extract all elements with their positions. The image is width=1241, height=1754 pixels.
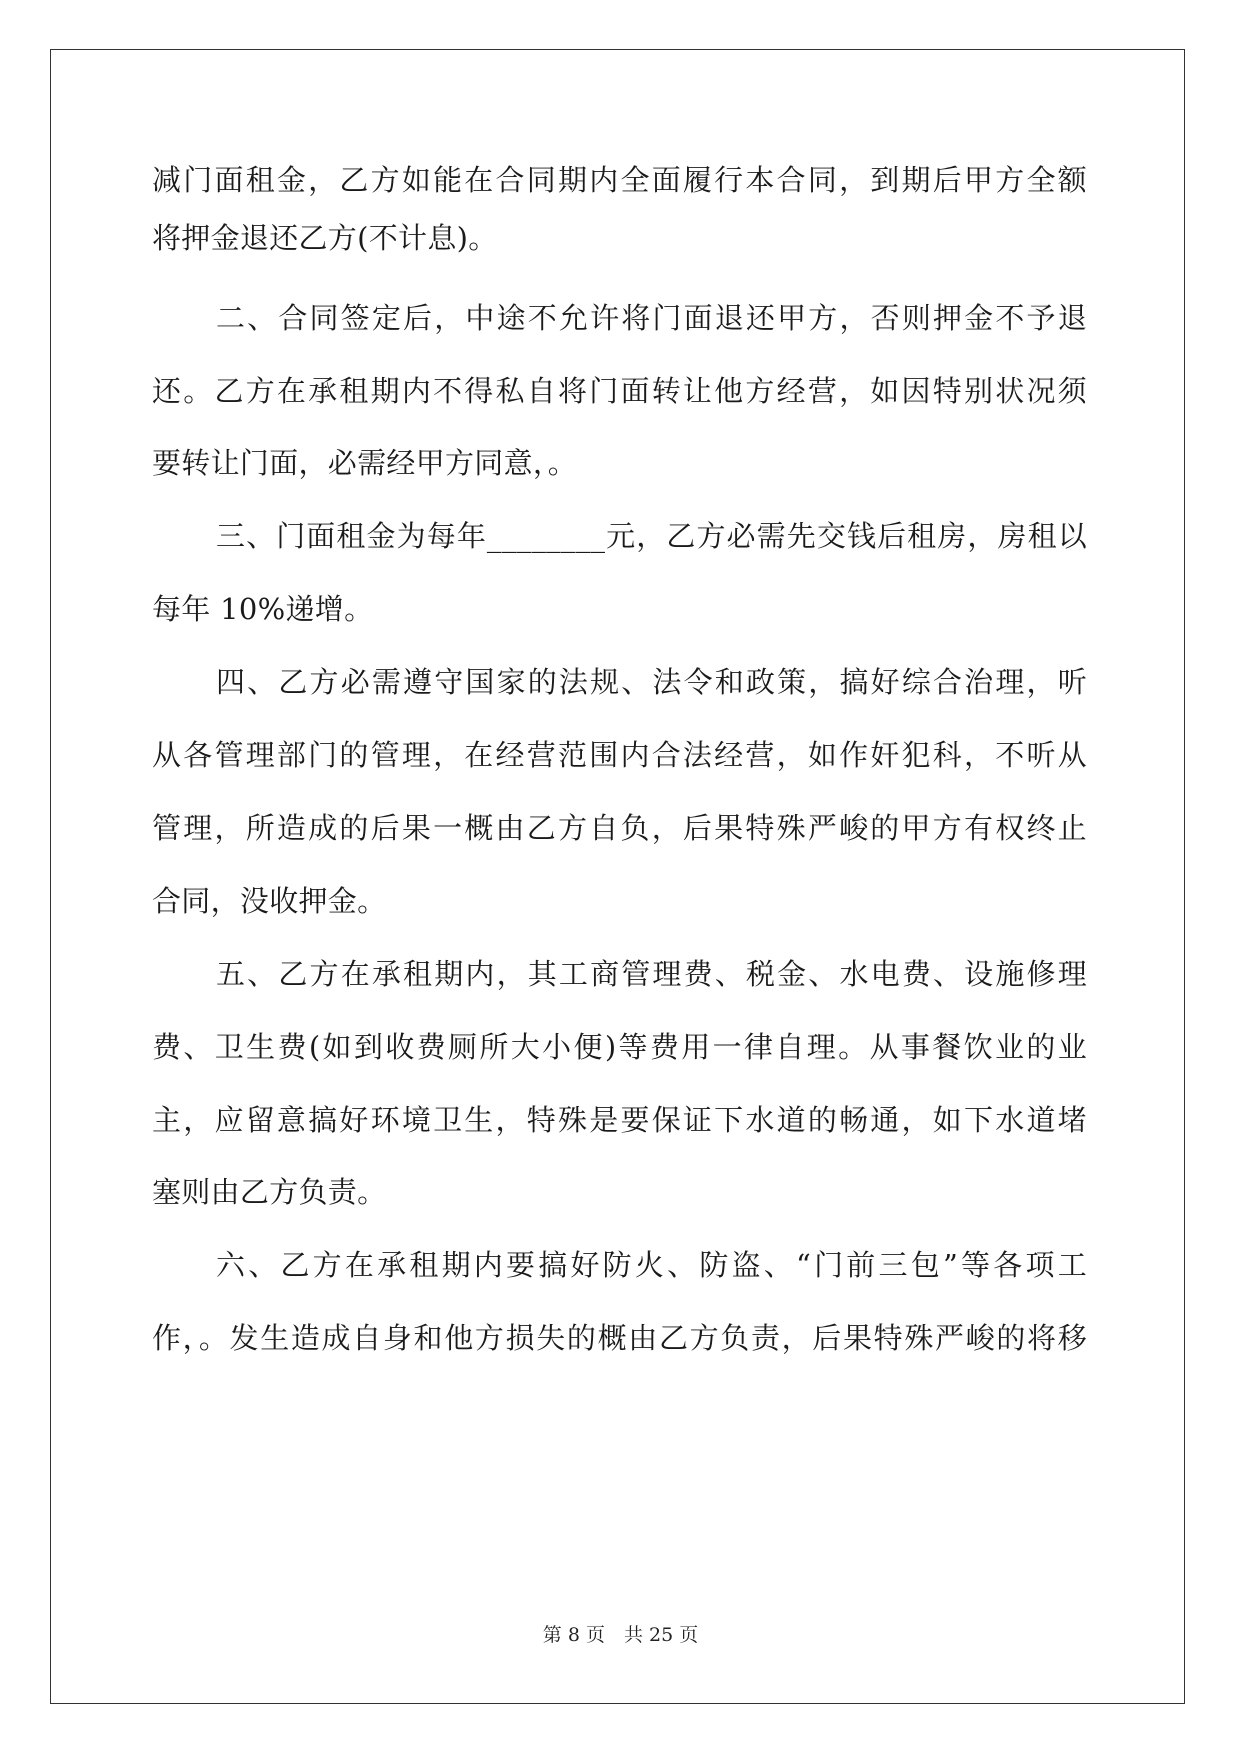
text-line: 塞则由乙方负责。 (152, 1175, 387, 1209)
paragraph-2-start: 二、合同签定后，中途不允许将门面退还甲方，否则押金不予退 (216, 301, 1087, 335)
text-line: 主，应留意搞好环境卫生，特殊是要保证下水道的畅通，如下水道堵 (152, 1103, 1087, 1137)
text-line: 要转让门面，必需经甲方同意，。 (152, 446, 578, 480)
paragraph-5-start: 五、乙方在承租期内，其工商管理费、税金、水电费、设施修理 (216, 957, 1087, 991)
page-number: 第 8 页 共 25 页 (542, 1624, 699, 1646)
text-line: 管理，所造成的后果一概由乙方自负，后果特殊严峻的甲方有权终止 (152, 811, 1087, 845)
text-line: 费、卫生费(如到收费厕所大小便)等费用一律自理。从事餐饮业的业 (152, 1030, 1087, 1064)
text-line: 每年 10%递增。 (152, 592, 374, 626)
text-line: 从各管理部门的管理，在经营范围内合法经营，如作奸犯科，不听从 (152, 738, 1087, 772)
text-line: 还。乙方在承租期内不得私自将门面转让他方经营，如因特别状况须 (152, 374, 1087, 408)
paragraph-6-start: 六、乙方在承租期内要搞好防火、防盗、“门前三包”等各项工 (216, 1248, 1087, 1282)
text-line: 作，。发生造成自身和他方损失的概由乙方负责，后果特殊严峻的将移 (152, 1321, 1087, 1355)
text-line: 减门面租金，乙方如能在合同期内全面履行本合同，到期后甲方全额 (152, 163, 1087, 197)
text-line: 合同，没收押金。 (152, 884, 387, 918)
paragraph-4-start: 四、乙方必需遵守国家的法规、法令和政策，搞好综合治理，听 (216, 665, 1087, 699)
text-line: 将押金退还乙方(不计息)。 (152, 221, 498, 255)
paragraph-3-start: 三、门面租金为每年________元，乙方必需先交钱后租房，房租以 (216, 519, 1087, 553)
